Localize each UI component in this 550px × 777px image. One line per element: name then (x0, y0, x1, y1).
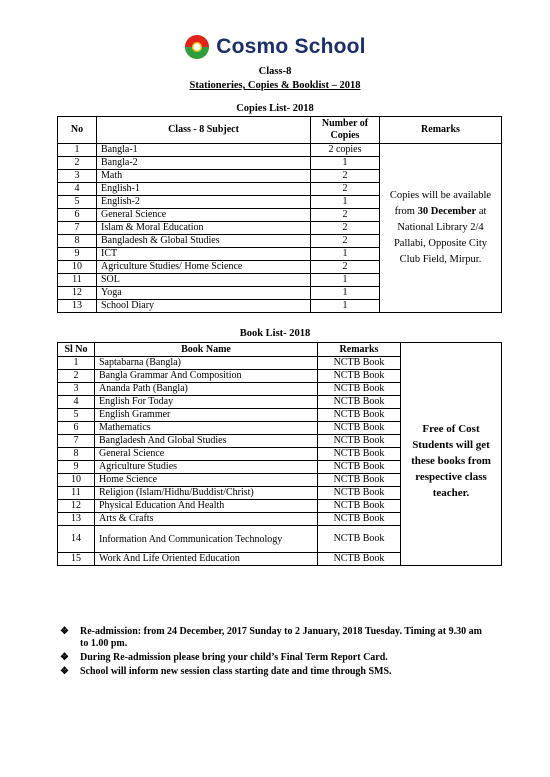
copies-cell-subject: Bangladesh & Global Studies (97, 235, 311, 248)
note-item: ❖ School will inform new session class starting date and time through SMS. (60, 666, 392, 677)
copies-cell-no: 3 (58, 170, 97, 183)
copies-cell-no: 13 (58, 300, 97, 313)
copies-cell-subject: General Science (97, 209, 311, 222)
copies-remarks-cell (380, 144, 502, 313)
book-cell-slno: 1 (58, 357, 95, 370)
cosmo-logo-icon (184, 34, 210, 60)
books-header-slno: Sl No (58, 343, 95, 357)
copies-cell-subject: Yoga (97, 287, 311, 300)
copies-remark-part2: at National Library 2/4 Pallabi, Opposite City Club Field, Mirpur. (393, 206, 488, 265)
copies-cell-no: 9 (58, 248, 97, 261)
copies-cell-number: 2 (311, 209, 380, 222)
copies-cell-number: 2 (311, 183, 380, 196)
copies-cell-number: 1 (311, 274, 380, 287)
book-cell-remark: NCTB Book (318, 435, 401, 448)
brand-logo (0, 32, 550, 62)
copies-cell-subject: English-1 (97, 183, 311, 196)
book-cell-remark: NCTB Book (318, 553, 401, 566)
copies-cell-subject: Agriculture Studies/ Home Science (97, 261, 311, 274)
copies-cell-number: 1 (311, 157, 380, 170)
copies-header-subject: Class - 8 Subject (97, 117, 311, 144)
copies-row (58, 144, 502, 157)
books-header-row (58, 343, 502, 357)
book-cell-name: Home Science (95, 474, 318, 487)
books-side-note: Free of Cost Students will get these books from respective class teacher. (401, 357, 502, 566)
book-cell-slno: 13 (58, 513, 95, 526)
book-cell-remark: NCTB Book (318, 526, 401, 553)
notes-list (60, 626, 490, 680)
copies-cell-number: 1 (311, 248, 380, 261)
book-cell-remark: NCTB Book (318, 500, 401, 513)
book-cell-slno: 15 (58, 553, 95, 566)
copies-cell-no: 1 (58, 144, 97, 157)
books-header-blank (401, 343, 502, 357)
book-cell-remark: NCTB Book (318, 370, 401, 383)
copies-cell-no: 5 (58, 196, 97, 209)
page-subtitle: Stationeries, Copies & Booklist – 2018 (189, 80, 361, 91)
book-cell-slno: 2 (58, 370, 95, 383)
copies-cell-subject: Islam & Moral Education (97, 222, 311, 235)
book-list-title: Book List- 2018 (239, 328, 311, 339)
book-cell-slno: 3 (58, 383, 95, 396)
copies-cell-subject: Bangla-1 (97, 144, 311, 157)
book-cell-name: Saptabarna (Bangla) (95, 357, 318, 370)
book-cell-slno: 4 (58, 396, 95, 409)
book-cell-remark: NCTB Book (318, 487, 401, 500)
copies-cell-no: 4 (58, 183, 97, 196)
copies-cell-number: 1 (311, 300, 380, 313)
book-cell-name: Bangladesh And Global Studies (95, 435, 318, 448)
copies-cell-subject: Bangla-2 (97, 157, 311, 170)
copies-cell-number: 2 copies (311, 144, 380, 157)
copies-cell-number: 1 (311, 287, 380, 300)
book-cell-name: Agriculture Studies (95, 461, 318, 474)
diamond-bullet-icon: ❖ (60, 652, 69, 663)
class-label: Class-8 (258, 66, 292, 77)
book-cell-name: Arts & Crafts (95, 513, 318, 526)
book-cell-slno: 14 (58, 526, 95, 553)
book-row (58, 357, 502, 370)
book-cell-name: Physical Education And Health (95, 500, 318, 513)
note-item: ❖ Re-admission: from 24 December, 2017 Sunday to 2 January, 2018 Tuesday. Timing at 9.30 am to 1.00 pm. (60, 626, 482, 649)
book-cell-slno: 6 (58, 422, 95, 435)
copies-table (57, 116, 502, 313)
copies-header-remarks: Remarks (380, 117, 502, 144)
books-header-name: Book Name (95, 343, 318, 357)
book-cell-name: English Grammer (95, 409, 318, 422)
copies-cell-number: 2 (311, 170, 380, 183)
note-item: ❖ During Re-admission please bring your child’s Final Term Report Card. (60, 652, 388, 663)
book-cell-slno: 12 (58, 500, 95, 513)
book-cell-name: General Science (95, 448, 318, 461)
book-cell-name: Bangla Grammar And Composition (95, 370, 318, 383)
copies-cell-no: 12 (58, 287, 97, 300)
copies-cell-number: 2 (311, 235, 380, 248)
copies-remark-part1: Copies will be available from (389, 190, 492, 217)
book-cell-name: Religion (Islam/Hidhu/Buddist/Christ) (95, 487, 318, 500)
book-cell-remark: NCTB Book (318, 448, 401, 461)
diamond-bullet-icon: ❖ (60, 666, 69, 677)
book-cell-slno: 10 (58, 474, 95, 487)
book-cell-name: Ananda Path (Bangla) (95, 383, 318, 396)
brand-name: Cosmo School (216, 35, 366, 58)
copies-list-title: Copies List- 2018 (236, 103, 314, 114)
book-list-table (57, 342, 502, 566)
book-cell-remark: NCTB Book (318, 422, 401, 435)
copies-cell-subject: SOL (97, 274, 311, 287)
book-cell-name: English For Today (95, 396, 318, 409)
book-cell-slno: 8 (58, 448, 95, 461)
copies-cell-no: 10 (58, 261, 97, 274)
copies-cell-no: 6 (58, 209, 97, 222)
copies-cell-subject: ICT (97, 248, 311, 261)
copies-cell-subject: School Diary (97, 300, 311, 313)
diamond-bullet-icon: ❖ (60, 626, 69, 637)
book-cell-slno: 5 (58, 409, 95, 422)
copies-cell-subject: Math (97, 170, 311, 183)
book-cell-name: Mathematics (95, 422, 318, 435)
book-cell-slno: 9 (58, 461, 95, 474)
book-cell-remark: NCTB Book (318, 513, 401, 526)
copies-cell-number: 2 (311, 261, 380, 274)
book-cell-remark: NCTB Book (318, 383, 401, 396)
copies-header-no: No (58, 117, 97, 144)
book-cell-name: Work And Life Oriented Education (95, 553, 318, 566)
book-cell-remark: NCTB Book (318, 474, 401, 487)
book-cell-name: Information And Communication Technology (95, 526, 318, 553)
copies-cell-number: 2 (311, 222, 380, 235)
copies-header-number: Number of Copies (311, 117, 380, 144)
copies-cell-no: 7 (58, 222, 97, 235)
book-cell-remark: NCTB Book (318, 396, 401, 409)
book-cell-remark: NCTB Book (318, 461, 401, 474)
copies-header-row (58, 117, 502, 144)
copies-cell-number: 1 (311, 196, 380, 209)
copies-cell-subject: English-2 (97, 196, 311, 209)
book-cell-remark: NCTB Book (318, 409, 401, 422)
books-header-remarks: Remarks (318, 343, 401, 357)
copies-cell-no: 8 (58, 235, 97, 248)
copies-cell-no: 2 (58, 157, 97, 170)
copies-remark-date: 30 December (417, 206, 477, 217)
book-cell-remark: NCTB Book (318, 357, 401, 370)
book-cell-slno: 11 (58, 487, 95, 500)
copies-cell-no: 11 (58, 274, 97, 287)
book-cell-slno: 7 (58, 435, 95, 448)
